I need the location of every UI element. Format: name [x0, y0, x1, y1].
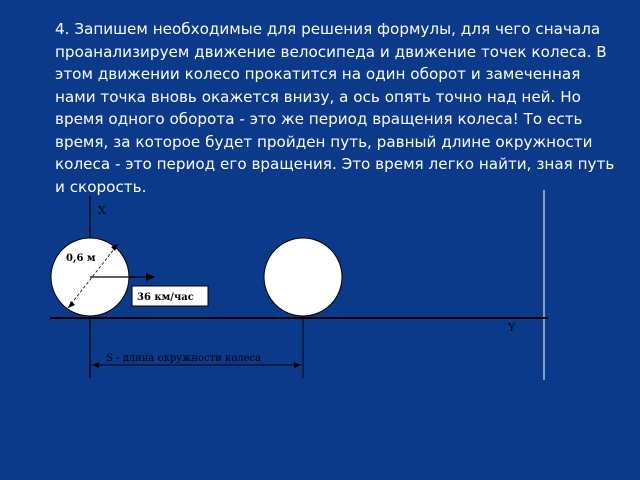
wheel-end: [264, 238, 342, 316]
y-axis-label: Y: [508, 321, 516, 334]
path-arrow-right: [294, 362, 301, 368]
slide-paragraph: 4. Запишем необходимые для решения формулы, для чего сначала проанализируем движение велосипеда и движение точек колеса. В этом движении колесо прокатится на один оборот и замеченная нами точка вновь окажется внизу, а ось опять точно над ней. Но время одного оборота - это же период вращения колеса! То есть время, за которое будет пройден путь, равный длине окружности колеса - это период его вращения. Это время легко найти, зная путь и скорость.: [55, 20, 615, 196]
path-arrow-left: [92, 362, 99, 368]
speed-label: 36 км/час: [137, 292, 194, 303]
diameter-label: 0,6 м: [66, 253, 96, 264]
path-length-label: S - длина окружности колеса: [106, 353, 262, 364]
x-axis-label: X: [98, 204, 106, 217]
velocity-arrow-head: [146, 273, 155, 281]
